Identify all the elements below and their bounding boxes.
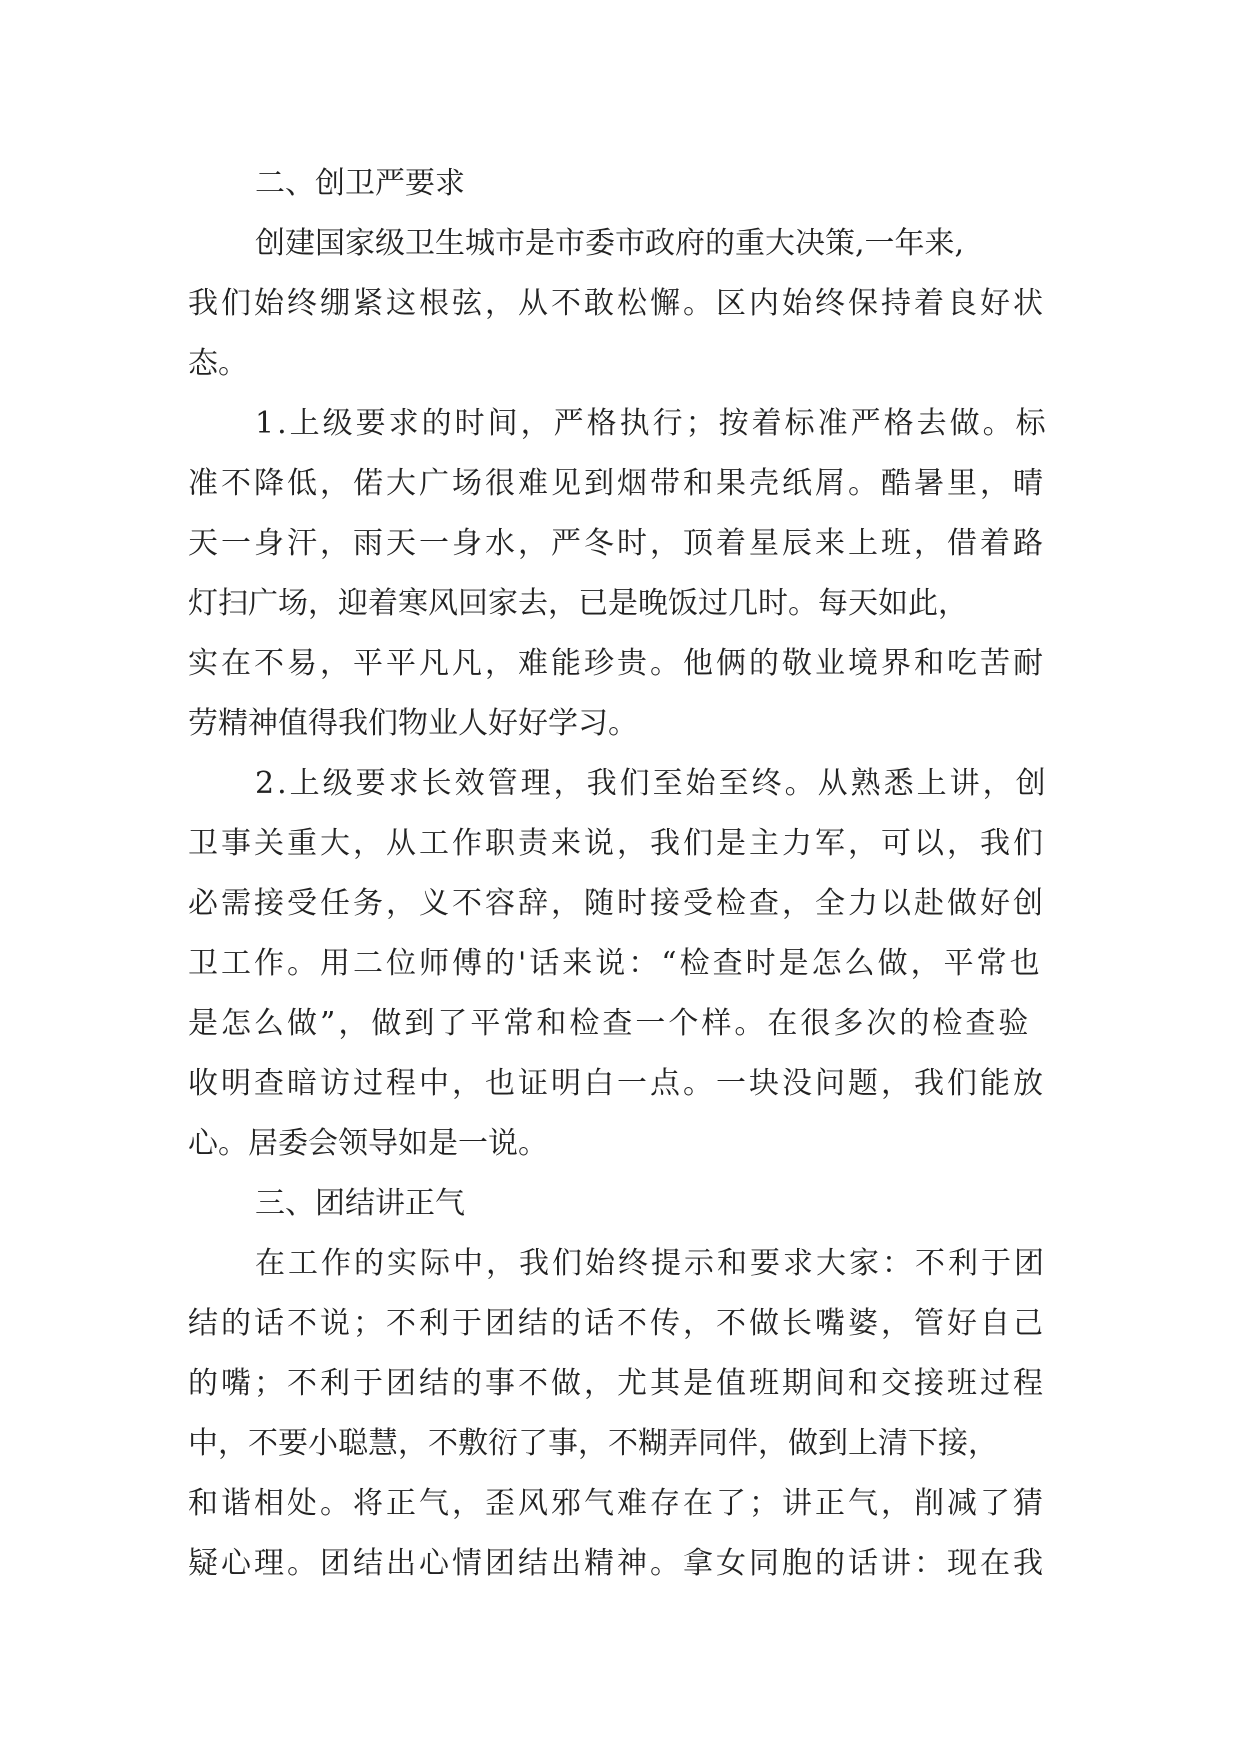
text-line: 收明查暗访过程中，也证明白一点。一块没问题，我们能放 (188, 1066, 1046, 1101)
text-line: 准不降低，偌大广场很难见到烟带和果壳纸屑。酷暑里，晴 (188, 466, 1046, 501)
text-line: 的嘴；不利于团结的事不做，尤其是值班期间和交接班过程 (188, 1366, 1046, 1401)
text-line: 天一身汗，雨天一身水，严冬时，顶着星辰来上班，借着路 (188, 526, 1046, 561)
text-line: 劳精神值得我们物业人好好学习。 (188, 706, 638, 741)
text-line: 是怎么做”，做到了平常和检查一个样。在很多次的检查验 (188, 1006, 1032, 1041)
text-line: 卫事关重大，从工作职责来说，我们是主力军，可以，我们 (188, 826, 1046, 861)
text-line: 我们始终绷紧这根弦，从不敢松懈。区内始终保持着良好状 (188, 286, 1046, 321)
text-line: 实在不易，平平凡凡，难能珍贵。他俩的敬业境界和吃苦耐 (188, 646, 1046, 681)
text-line: 结的话不说；不利于团结的话不传，不做长嘴婆，管好自己 (188, 1306, 1046, 1341)
text-line: 态。 (188, 346, 248, 381)
text-line: 1.上级要求的时间，严格执行；按着标准严格去做。标 (255, 406, 1049, 441)
text-line: 疑心理。团结出心情团结出精神。拿女同胞的话讲：现在我 (188, 1546, 1046, 1581)
text-line: 中，不要小聪慧，不敷衍了事，不糊弄同伴，做到上清下接， (188, 1426, 998, 1461)
section-heading: 二、创卫严要求 (255, 166, 465, 201)
text-line: 心。居委会领导如是一说。 (188, 1126, 548, 1161)
text-line: 2.上级要求长效管理，我们至始至终。从熟悉上讲，创 (255, 766, 1049, 801)
text-line: 创建国家级卫生城市是市委市政府的重大决策,一年来, (255, 226, 965, 261)
text-line: 和谐相处。将正气，歪风邪气难存在了；讲正气，削减了猜 (188, 1486, 1046, 1521)
section-heading: 三、团结讲正气 (255, 1186, 465, 1221)
text-line: 灯扫广场，迎着寒风回家去，已是晚饭过几时。每天如此， (188, 586, 968, 621)
text-line: 必需接受任务，义不容辞，随时接受检查，全力以赴做好创 (188, 886, 1046, 921)
text-line: 卫工作。用二位师傅的'话来说：“检查时是怎么做，平常也 (188, 946, 1043, 981)
text-line: 在工作的实际中，我们始终提示和要求大家：不利于团 (255, 1246, 1047, 1281)
